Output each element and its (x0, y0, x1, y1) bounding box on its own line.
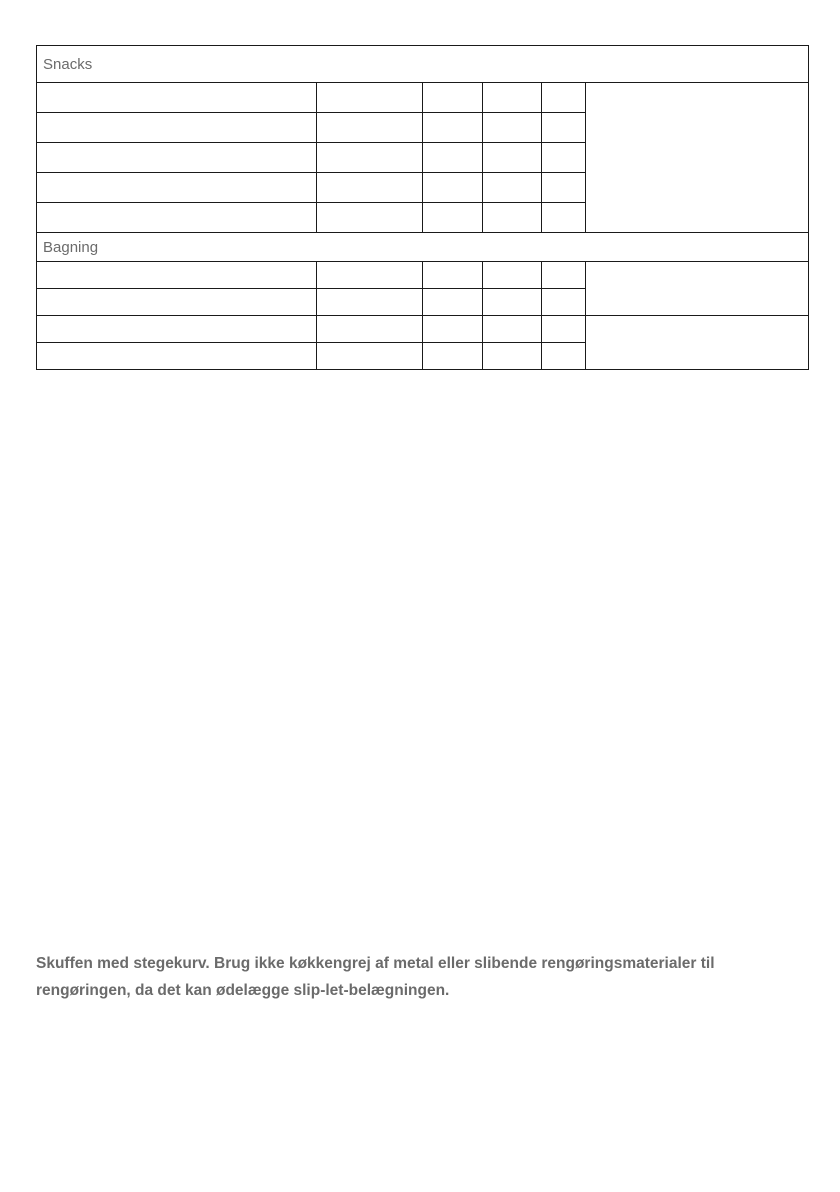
table-cell (37, 143, 317, 173)
table-cell (317, 289, 423, 316)
table-cell (423, 262, 483, 289)
table-cell (317, 343, 423, 370)
table-cell (423, 143, 483, 173)
section-row-bagning (37, 233, 809, 262)
table-cell-merged (586, 262, 809, 316)
table-cell (542, 343, 586, 370)
table-row (37, 83, 809, 113)
table-cell (423, 173, 483, 203)
table-row (37, 316, 809, 343)
table-cell (423, 113, 483, 143)
table-cell (483, 289, 542, 316)
table-cell (317, 173, 423, 203)
table-cell (483, 113, 542, 143)
table-cell (317, 143, 423, 173)
table-cell (37, 289, 317, 316)
table-cell (37, 113, 317, 143)
section-row-snacks (37, 46, 809, 83)
table-cell (542, 316, 586, 343)
table-cell (483, 316, 542, 343)
table-cell (423, 343, 483, 370)
table-cell (37, 83, 317, 113)
table-cell (317, 262, 423, 289)
cleaning-note: Skuffen med stegekurv. Brug ikke køkkengrej af metal eller slibende rengøringsmaterialer til rengøringen, da det kan ødelægge slip-let-belægningen. (36, 955, 715, 999)
table-cell (317, 83, 423, 113)
table-cell (37, 343, 317, 370)
table-cell (483, 83, 542, 113)
table-cell (483, 143, 542, 173)
table-cell (542, 143, 586, 173)
table-cell (317, 203, 423, 233)
table-cell (542, 173, 586, 203)
table-cell (37, 203, 317, 233)
table-cell (317, 113, 423, 143)
table-cell (542, 289, 586, 316)
table-cell (542, 203, 586, 233)
table-cell (423, 289, 483, 316)
table-cell (483, 203, 542, 233)
table-cell (37, 316, 317, 343)
table-cell (37, 262, 317, 289)
table-row (37, 262, 809, 289)
table-cell (37, 173, 317, 203)
table-cell (483, 173, 542, 203)
table-cell-merged (586, 316, 809, 370)
table-cell (423, 203, 483, 233)
table-cell (483, 343, 542, 370)
table-cell (423, 83, 483, 113)
cooking-table (36, 45, 809, 370)
table-cell (317, 316, 423, 343)
table-cell (483, 262, 542, 289)
table-cell-merged (586, 83, 809, 233)
table-cell (542, 262, 586, 289)
table-cell (542, 113, 586, 143)
table-cell (423, 316, 483, 343)
section-title-snacks: Snacks (37, 46, 809, 83)
section-title-bagning: Bagning (37, 233, 809, 262)
table-cell (542, 83, 586, 113)
